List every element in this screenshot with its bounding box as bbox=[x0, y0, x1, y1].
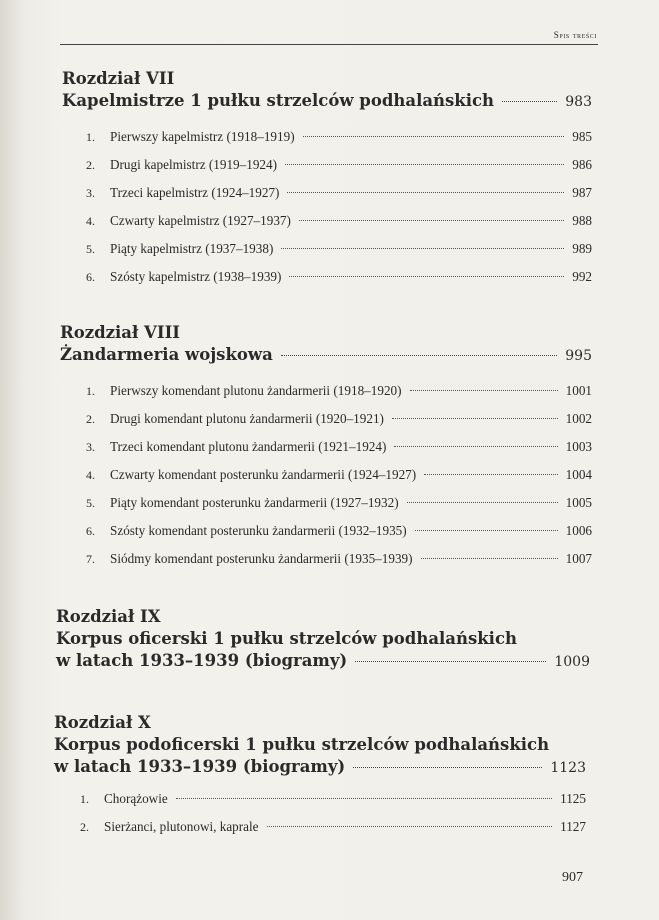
chapter-title-line bbox=[54, 734, 586, 756]
toc-entry bbox=[80, 785, 586, 813]
leader-dots bbox=[267, 826, 553, 827]
chapter-page: 983 bbox=[565, 94, 592, 110]
entry-number: 5. bbox=[86, 242, 95, 256]
entry-page: 986 bbox=[572, 157, 592, 172]
chapter-label: Rozdział X bbox=[54, 713, 151, 732]
leader-dots bbox=[281, 248, 564, 249]
entry-title: Pierwszy komendant plutonu żandarmerii (1918–1920) bbox=[110, 383, 402, 398]
entry-number: 2. bbox=[80, 820, 89, 834]
entry-title: Czwarty kapelmistrz (1927–1937) bbox=[110, 213, 291, 228]
toc-entry bbox=[86, 377, 592, 405]
entry-number: 4. bbox=[86, 214, 95, 228]
entry-title: Drugi komendant plutonu żandarmerii (1920–1921) bbox=[110, 411, 384, 426]
entry-title: Sierżanci, plutonowi, kaprale bbox=[104, 819, 259, 834]
toc-entry bbox=[86, 489, 592, 517]
entry-title: Trzeci komendant plutonu żandarmerii (1921–1924) bbox=[110, 439, 387, 454]
leader-dots bbox=[407, 502, 558, 503]
chapter-ix bbox=[56, 606, 590, 673]
entry-page: 987 bbox=[572, 185, 592, 200]
entry-number: 6. bbox=[86, 524, 95, 538]
toc-entry bbox=[86, 461, 592, 489]
entry-number: 1. bbox=[86, 130, 95, 144]
chapter-x bbox=[54, 712, 586, 841]
entry-page: 988 bbox=[572, 213, 592, 228]
entry-title: Siódmy komendant posterunku żandarmerii (1935–1939) bbox=[110, 551, 413, 566]
leader-dots bbox=[392, 418, 558, 419]
entry-page: 1004 bbox=[565, 467, 592, 482]
toc-entry bbox=[86, 179, 592, 207]
chapter-label: Rozdział VII bbox=[62, 69, 175, 88]
chapter-vii bbox=[62, 68, 592, 291]
entry-number: 4. bbox=[86, 468, 95, 482]
toc-entry bbox=[80, 813, 586, 841]
chapter-title: Korpus podoficerski 1 pułku strzelców podhalańskich bbox=[54, 735, 550, 754]
chapter-title-line bbox=[54, 756, 586, 779]
leader-dots bbox=[424, 474, 557, 475]
leader-dots bbox=[355, 661, 546, 662]
chapter-title-line bbox=[56, 650, 590, 673]
entry-page: 1002 bbox=[565, 411, 592, 426]
chapter-title-cont: w latach 1933–1939 (biogramy) bbox=[54, 757, 346, 776]
entry-page: 1127 bbox=[560, 819, 586, 834]
chapter-title: Żandarmeria wojskowa bbox=[60, 345, 273, 364]
chapter-page: 995 bbox=[565, 348, 592, 364]
entry-title: Czwarty komendant posterunku żandarmerii (1924–1927) bbox=[110, 467, 417, 482]
entry-title: Piąty komendant posterunku żandarmerii (1927–1932) bbox=[110, 495, 399, 510]
entry-title: Drugi kapelmistrz (1919–1924) bbox=[110, 157, 278, 172]
entry-page: 989 bbox=[572, 241, 592, 256]
entry-number: 3. bbox=[86, 186, 95, 200]
leader-dots bbox=[410, 390, 558, 391]
running-header: Spis treści bbox=[553, 30, 597, 40]
entry-title: Pierwszy kapelmistrz (1918–1919) bbox=[110, 129, 295, 144]
leader-dots bbox=[176, 798, 552, 799]
entry-page: 992 bbox=[572, 269, 592, 284]
entry-title: Szósty kapelmistrz (1938–1939) bbox=[110, 269, 282, 284]
chapter-page: 1123 bbox=[550, 760, 586, 776]
toc-entry bbox=[86, 123, 592, 151]
entry-page: 1125 bbox=[560, 791, 586, 806]
entry-page: 985 bbox=[572, 129, 592, 144]
header-rule bbox=[60, 44, 598, 45]
chapter-title: Korpus oficerski 1 pułku strzelców podhalańskich bbox=[56, 629, 517, 648]
entry-number: 1. bbox=[86, 384, 95, 398]
chapter-label: Rozdział IX bbox=[56, 607, 161, 626]
leader-dots bbox=[287, 192, 564, 193]
entry-number: 7. bbox=[86, 552, 95, 566]
chapter-title-line bbox=[60, 344, 592, 367]
page-number: 907 bbox=[562, 870, 583, 885]
chapter-page: 1009 bbox=[554, 654, 590, 670]
leader-dots bbox=[281, 355, 557, 356]
leader-dots bbox=[421, 558, 558, 559]
entry-page: 1003 bbox=[565, 439, 592, 454]
entry-title: Szósty komendant posterunku żandarmerii (1932–1935) bbox=[110, 523, 407, 538]
chapter-title: Kapelmistrze 1 pułku strzelców podhalańskich bbox=[62, 91, 495, 110]
entry-page: 1005 bbox=[565, 495, 592, 510]
entry-number: 2. bbox=[86, 412, 95, 426]
toc-entry bbox=[86, 263, 592, 291]
entry-number: 2. bbox=[86, 158, 95, 172]
leader-dots bbox=[299, 220, 564, 221]
chapter-viii bbox=[60, 322, 592, 573]
chapter-title-line bbox=[56, 628, 590, 650]
leader-dots bbox=[415, 530, 558, 531]
leader-dots bbox=[289, 276, 564, 277]
entry-title: Chorążowie bbox=[104, 791, 168, 806]
entry-page: 1006 bbox=[565, 523, 592, 538]
toc-entry bbox=[86, 545, 592, 573]
toc-entry bbox=[86, 151, 592, 179]
chapter-title-line bbox=[62, 90, 592, 113]
toc-entry bbox=[86, 433, 592, 461]
toc-entry bbox=[86, 207, 592, 235]
leader-dots bbox=[285, 164, 564, 165]
entry-number: 6. bbox=[86, 270, 95, 284]
entry-number: 3. bbox=[86, 440, 95, 454]
entry-number: 1. bbox=[80, 792, 89, 806]
entry-page: 1001 bbox=[565, 383, 592, 398]
chapter-label: Rozdział VIII bbox=[60, 323, 181, 342]
entry-title: Trzeci kapelmistrz (1924–1927) bbox=[110, 185, 280, 200]
leader-dots bbox=[394, 446, 557, 447]
leader-dots bbox=[353, 767, 542, 768]
entry-title: Piąty kapelmistrz (1937–1938) bbox=[110, 241, 274, 256]
toc-entry bbox=[86, 235, 592, 263]
chapter-title-cont: w latach 1933–1939 (biogramy) bbox=[56, 651, 348, 670]
entry-number: 5. bbox=[86, 496, 95, 510]
toc-entry bbox=[86, 517, 592, 545]
leader-dots bbox=[303, 136, 565, 137]
toc-entry bbox=[86, 405, 592, 433]
entry-page: 1007 bbox=[565, 551, 592, 566]
leader-dots bbox=[502, 101, 557, 102]
